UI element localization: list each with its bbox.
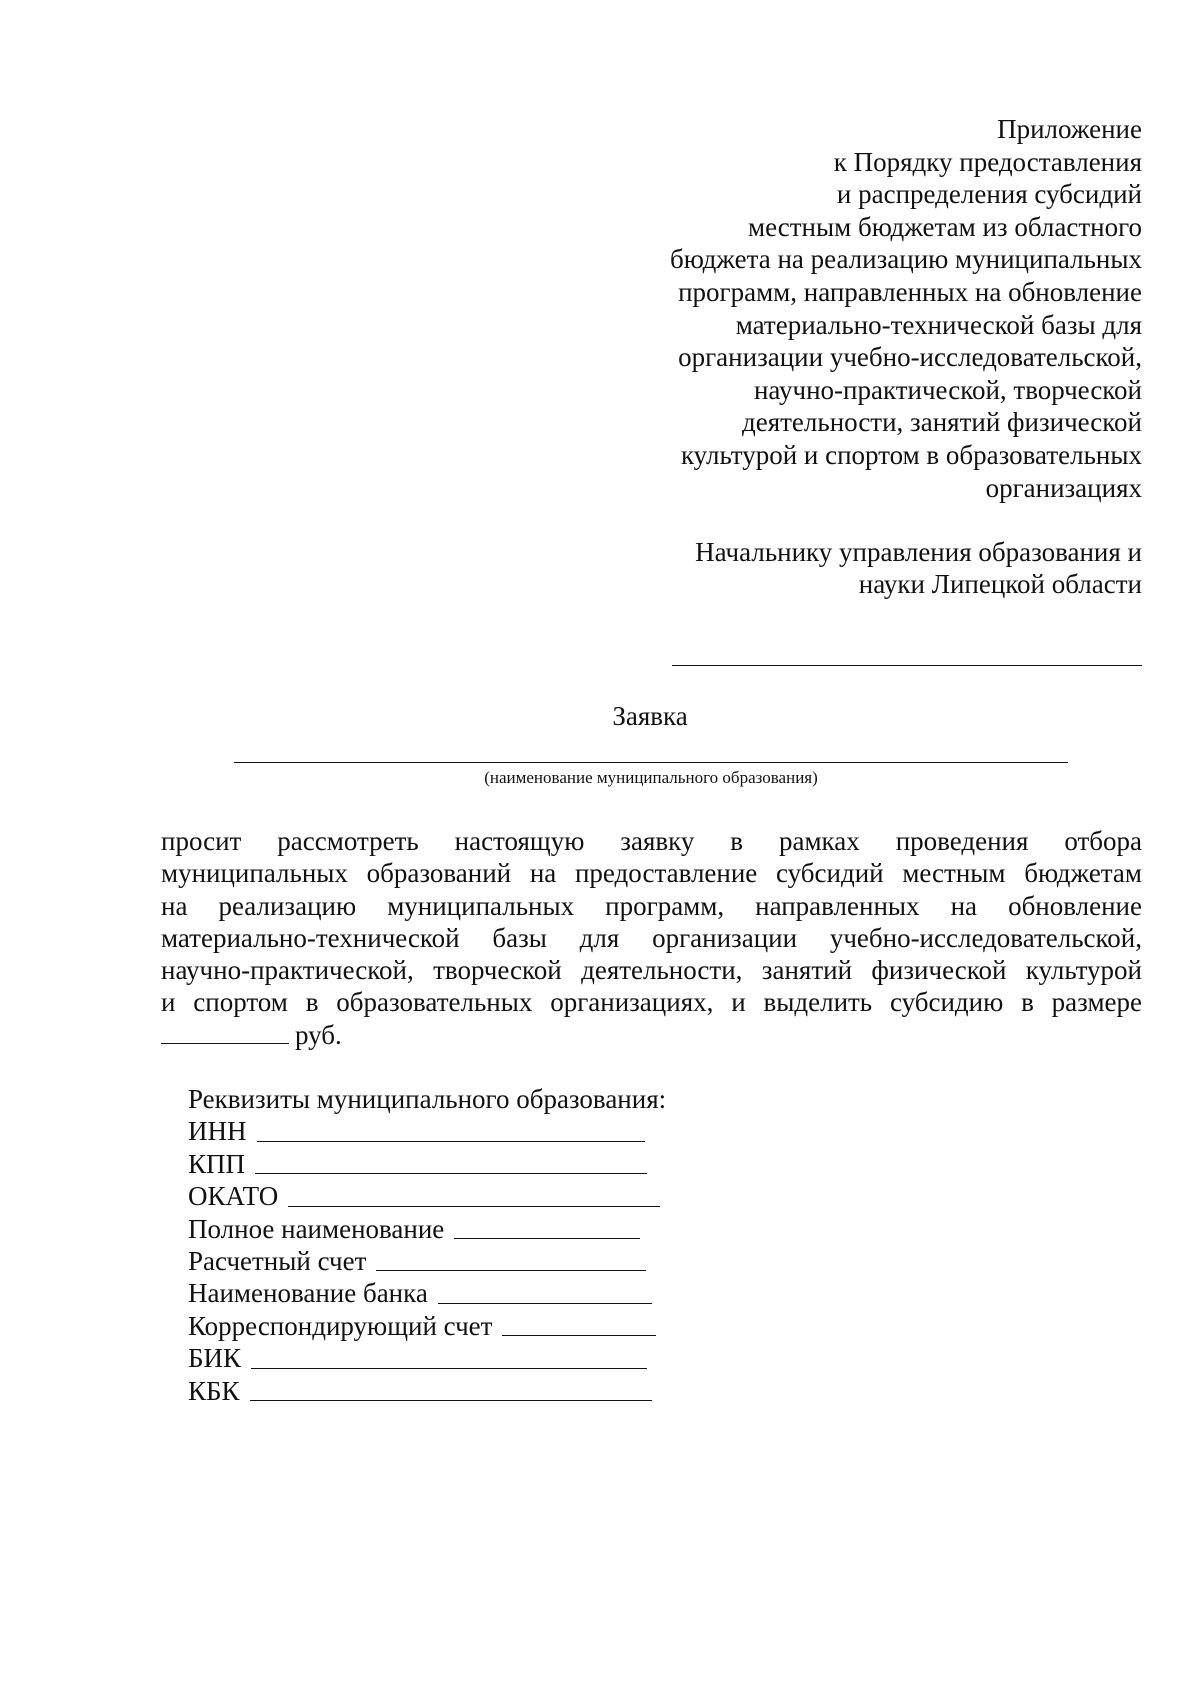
appendix-line: программ, направленных на обновление [678, 276, 1142, 307]
requisite-label: ОКАТО [188, 1181, 279, 1212]
requisite-blank-line [250, 1399, 652, 1401]
addressee-line: науки Липецкой области [858, 569, 1142, 599]
appendix-line: и распределения субсидий [836, 179, 1142, 210]
request-body [161, 825, 1142, 1051]
requisite-label: Полное наименование [188, 1213, 445, 1244]
body-line: просит рассмотреть настоящую заявку в рамках проведения отбора [161, 826, 1142, 856]
requisite-row-bik [188, 1342, 666, 1374]
subsidy-amount-blank [161, 1043, 289, 1044]
requisite-row-correspondent-account [188, 1310, 666, 1342]
addressee-line: Начальнику управления образования и [695, 537, 1142, 567]
addressee-block [582, 536, 1142, 600]
requisite-row-inn [188, 1115, 666, 1147]
sender-blank-line [672, 665, 1142, 666]
subsidy-amount-line [161, 1019, 1142, 1051]
requisite-row-bank-name [188, 1277, 666, 1309]
appendix-header [582, 113, 1142, 504]
requisite-row-full-name [188, 1213, 666, 1245]
appendix-line: материально-технической базы для [735, 309, 1142, 340]
body-line: материально-технической базы для организации учебно-исследовательской, [161, 922, 1142, 953]
requisites-title: Реквизиты муниципального образования: [188, 1084, 667, 1114]
requisite-label: Корреспондирующий счет [188, 1310, 493, 1341]
requisite-label: КБК [188, 1375, 240, 1406]
requisite-blank-line [454, 1237, 640, 1239]
requisite-row-kpp [188, 1148, 666, 1180]
requisite-label: Наименование банка [188, 1278, 428, 1309]
body-line: на реализацию муниципальных программ, направленных на обновление [161, 890, 1142, 921]
municipality-name-blank-line [234, 762, 1068, 763]
requisite-row-account [188, 1245, 666, 1277]
appendix-line: местным бюджетам из областного [748, 211, 1142, 242]
appendix-line: бюджета на реализацию муниципальных [670, 244, 1142, 275]
appendix-line: организациях [985, 472, 1142, 503]
municipality-name-caption: (наименование муниципального образования) [484, 768, 818, 787]
requisite-blank-line [502, 1334, 656, 1336]
requisite-label: Расчетный счет [188, 1246, 367, 1277]
document-title: Заявка [612, 701, 688, 731]
appendix-line: к Порядку предоставления [833, 146, 1142, 177]
requisite-label: БИК [188, 1343, 242, 1374]
requisite-blank-line [251, 1367, 647, 1369]
currency-label: руб. [295, 1019, 342, 1050]
body-line: научно-практической, творческой деятельности, занятий физической культурой [161, 955, 1142, 986]
appendix-line: научно-практической, творческой [753, 374, 1142, 405]
body-line: муниципальных образований на предоставление субсидий местным бюджетам [161, 858, 1142, 889]
appendix-line: деятельности, занятий физической [741, 407, 1142, 438]
requisite-blank-line [257, 1140, 645, 1142]
appendix-line: культурой и спортом в образовательных [680, 439, 1142, 470]
requisites-block [188, 1083, 666, 1407]
requisite-blank-line [376, 1269, 646, 1271]
requisite-row-okato [188, 1180, 666, 1212]
requisite-label: ИНН [188, 1116, 247, 1147]
requisite-blank-line [255, 1172, 647, 1174]
requisite-label: КПП [188, 1148, 246, 1179]
requisite-blank-line [288, 1205, 660, 1207]
requisite-blank-line [438, 1302, 652, 1304]
requisite-row-kbk [188, 1375, 666, 1407]
appendix-line: Приложение [997, 114, 1142, 144]
body-line: и спортом в образовательных организациях, и выделить субсидию в размере [161, 987, 1142, 1018]
appendix-line: организации учебно-исследовательской, [678, 342, 1142, 373]
